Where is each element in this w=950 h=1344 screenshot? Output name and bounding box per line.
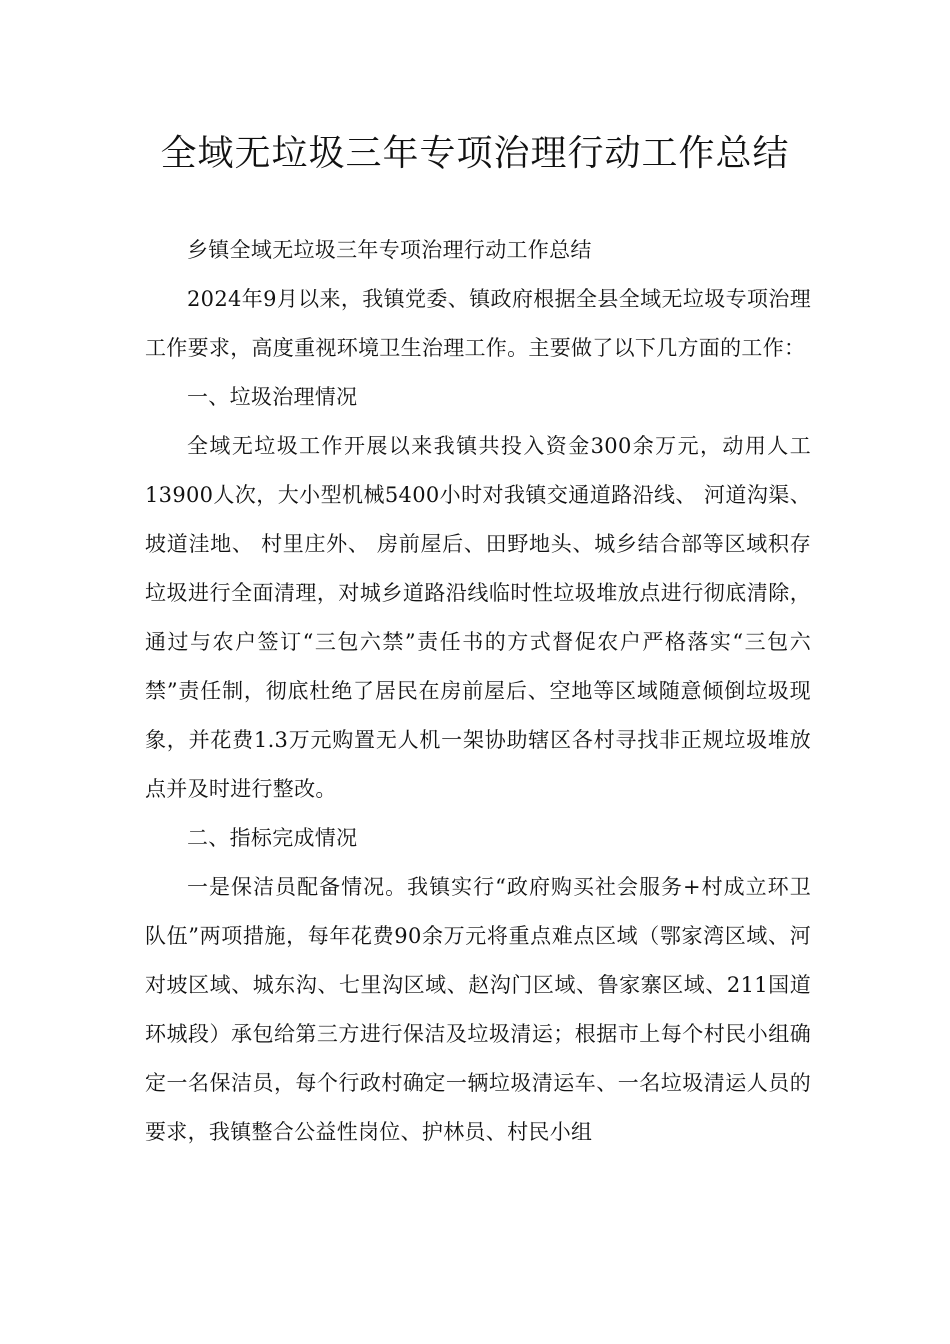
document-subtitle: 乡镇全域无垃圾三年专项治理行动工作总结 bbox=[187, 238, 592, 262]
document-body bbox=[145, 226, 811, 1157]
section-1-paragraph: 全域无垃圾工作开展以来我镇共投入资金300余万元，动用人工13900人次，大小型机械5400小时对我镇交通道路沿线、 河道沟渠、 坡道洼地、 村里庄外、 房前屋后、田野地头、城乡结合部等区域积存垃圾进行全面清理，对城乡道路沿线临时性垃圾堆放点进行彻底清除，通过与农户签订“三包六禁”责任书的方式督促农户严格落实“三包六禁”责任制，彻底杜绝了居民在房前屋后、空地等区域随意倾倒垃圾现象，并花费1.3万元购置无人机一架协助辖区各村寻找非正规垃圾堆放点并及时进行整改。 bbox=[145, 434, 811, 801]
document-title: 全域无垃圾三年专项治理行动工作总结 bbox=[160, 133, 790, 174]
section-1-heading: 一、垃圾治理情况 bbox=[187, 385, 358, 409]
intro-paragraph: 2024年9月以来，我镇党委、镇政府根据全县全域无垃圾专项治理工作要求，高度重视环境卫生治理工作。主要做了以下几方面的工作： bbox=[145, 287, 811, 360]
section-2-paragraph: 一是保洁员配备情况。我镇实行“政府购买社会服务+村成立环卫队伍”两项措施，每年花费90余万元将重点难点区域（鄂家湾区域、河对坡区域、城东沟、七里沟区域、赵沟门区域、鲁家寨区域、211国道环城段）承包给第三方进行保洁及垃圾清运；根据市上每个村民小组确定一名保洁员，每个行政村确定一辆垃圾清运车、一名垃圾清运人员的要求，我镇整合公益性岗位、护林员、村民小组 bbox=[145, 875, 811, 1144]
section-2-heading: 二、指标完成情况 bbox=[187, 826, 358, 850]
